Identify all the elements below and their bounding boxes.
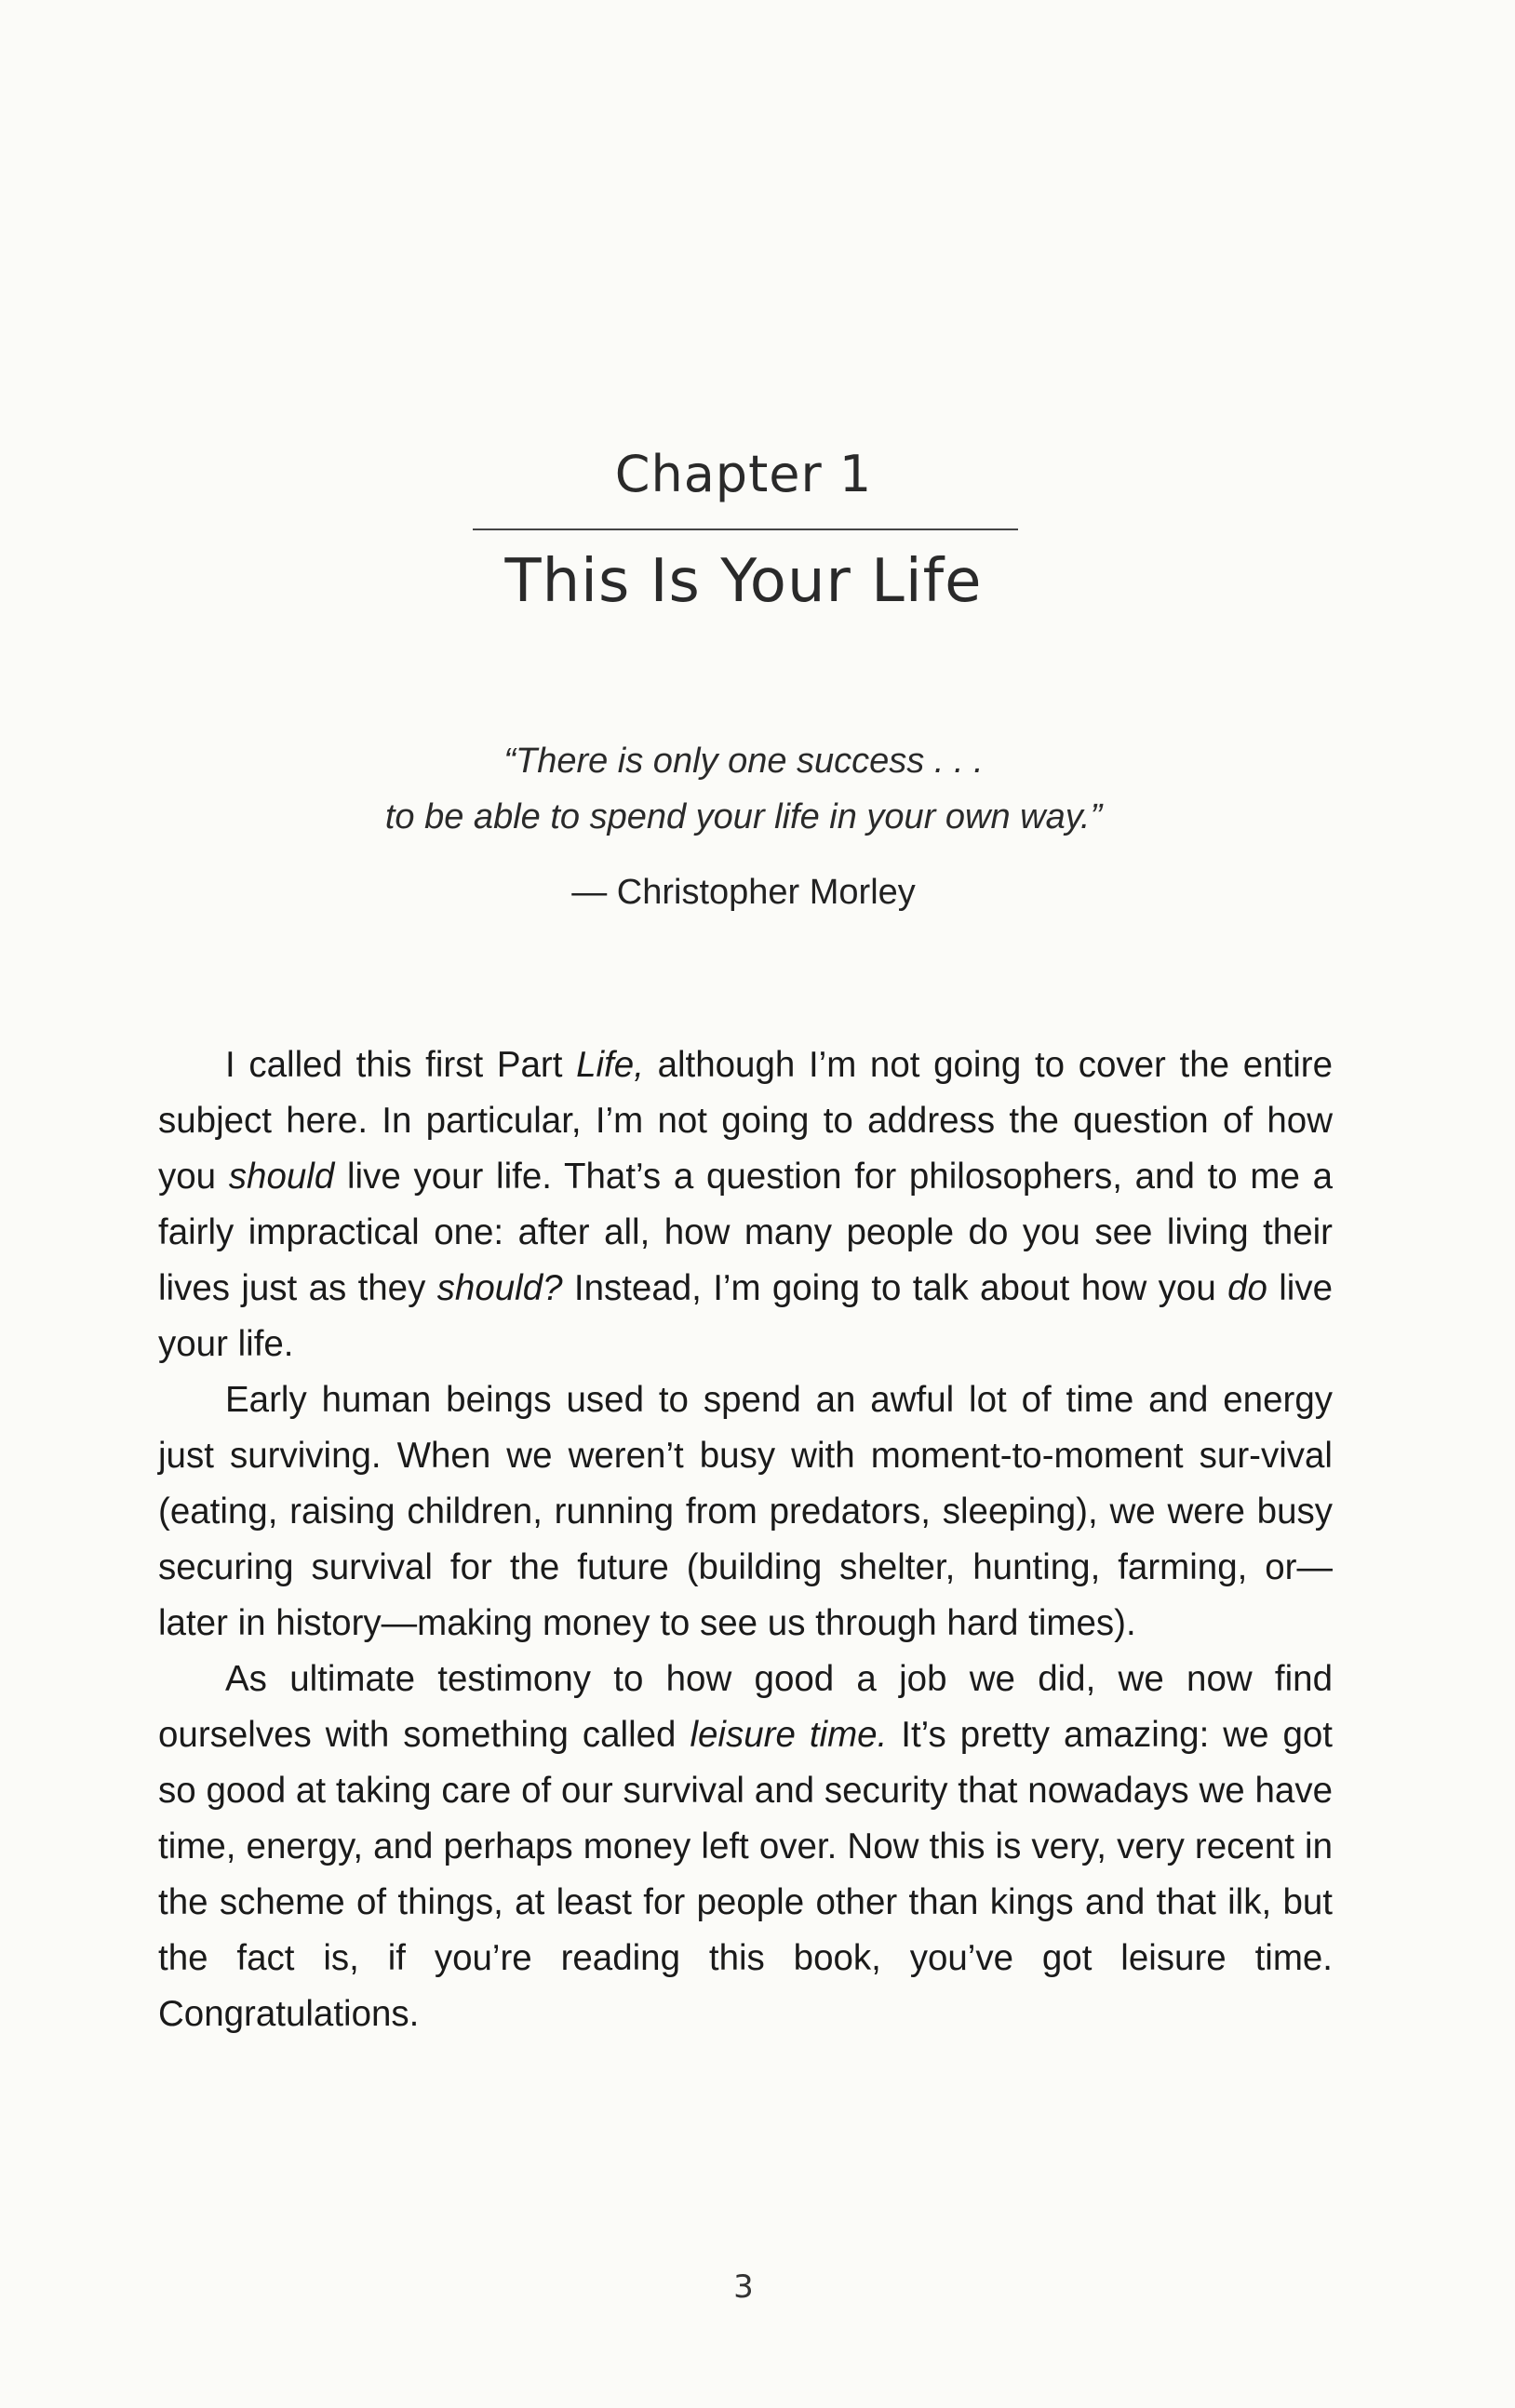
body-text	[158, 1037, 1333, 2042]
paragraph-text: Instead, I’m going to talk about how you	[562, 1268, 1228, 1308]
emphasis-text: should	[228, 1157, 335, 1197]
chapter-divider	[473, 528, 1018, 530]
chapter-title: This Is Your Life	[504, 547, 983, 616]
epigraph-line-2: to be able to spend your life in your own way.”	[384, 797, 1103, 836]
epigraph-quote	[0, 733, 1487, 845]
paragraph-text: live your life. That’s a question for philosophers, and to me a fairly impractical one: after all, how many people do you see living their lives just as they	[158, 1157, 1333, 1308]
emphasis-text: leisure time.	[690, 1715, 888, 1755]
paragraph-3	[158, 1652, 1333, 2042]
epigraph-line-1: “There is only one success . . .	[503, 742, 984, 781]
emphasis-text: should?	[436, 1268, 563, 1308]
paragraph-text: I called this first Part	[225, 1045, 577, 1085]
paragraph-text: It’s pretty amazing: we got so good at taking care of our survival and security that nowadays we have time, energy, and perhaps money left over. Now this is very, very recent in the scheme of things, at least for people other than kings and that ilk, but the fact is, if you’re reading this book, you’ve got leisure time. Congratulations.	[158, 1715, 1333, 2034]
page-number: 3	[733, 2268, 754, 2306]
epigraph-attribution: — Christopher Morley	[571, 873, 916, 912]
chapter-label: Chapter 1	[614, 445, 873, 503]
paragraph-text: Early human beings used to spend an awful lot of time and energy just surviving. When we weren’t busy with moment-to-moment sur-vival (eating, raising children, running from predators, sleeping), we were busy securing survival for the future (building shelter, hunting, farming, or—later in history—making money to see us through hard times).	[158, 1380, 1333, 1643]
paragraph-text: although I’m not going to cover the entire subject here. In particular, I’m not going to address the question of how you	[158, 1045, 1334, 1197]
emphasis-text: Life,	[576, 1045, 644, 1085]
paragraph-text: live your life.	[158, 1268, 1334, 1364]
paragraph-text: As ultimate testimony to how good a job we did, we now find ourselves with something called	[158, 1659, 1333, 1755]
paragraph-2	[158, 1372, 1333, 1652]
paragraph-1	[158, 1037, 1333, 1372]
emphasis-text: do	[1227, 1268, 1267, 1308]
